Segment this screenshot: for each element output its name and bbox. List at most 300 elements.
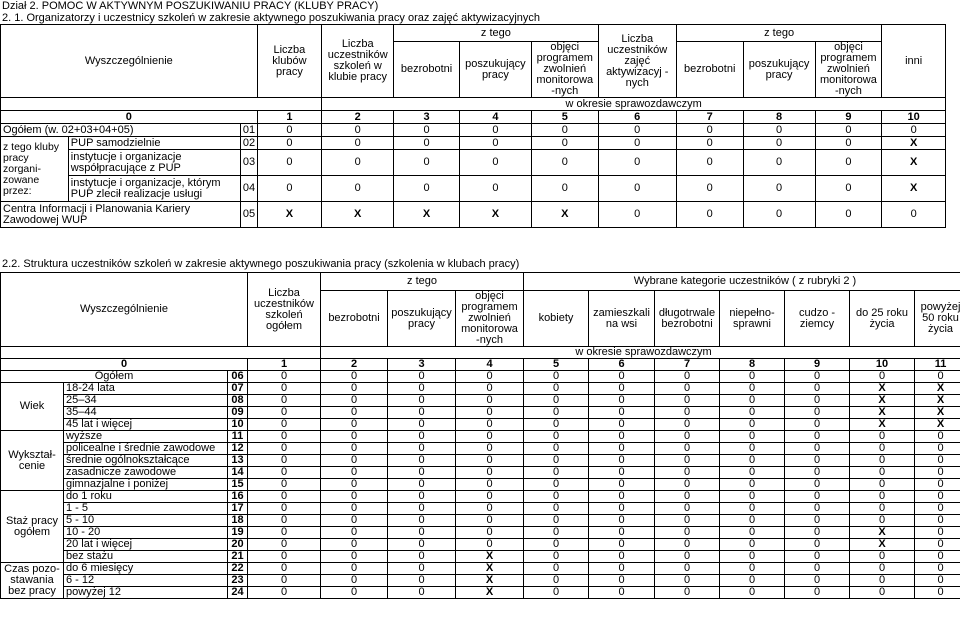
cell-value: 0 [388, 551, 456, 563]
cell-value: 0 [850, 491, 915, 503]
cell-value: 0 [785, 479, 850, 491]
cell-value: 0 [456, 515, 524, 527]
cell-value: 0 [655, 551, 720, 563]
row-code: 19 [228, 527, 248, 539]
row-label: 35–44 [64, 407, 228, 419]
cell-value: 0 [388, 371, 456, 383]
cell-value: 0 [248, 479, 321, 491]
row-code: 08 [228, 395, 248, 407]
cell-value: 0 [589, 467, 655, 479]
row-code: 09 [228, 407, 248, 419]
header-okres-2: w okresie sprawozdawczym [321, 347, 960, 359]
cell-value: 0 [321, 551, 388, 563]
cell-value: 0 [785, 551, 850, 563]
cell-value: 0 [456, 383, 524, 395]
row-label: 6 - 12 [64, 575, 228, 587]
cell-value: 0 [655, 371, 720, 383]
cell-value: 0 [720, 455, 785, 467]
cell-value: 0 [524, 455, 589, 467]
cell-value: 0 [524, 431, 589, 443]
group-label: Staż pracy ogółem [1, 491, 64, 563]
cell-value: X [915, 407, 960, 419]
cell-value: 0 [456, 407, 524, 419]
cell-value: 0 [388, 443, 456, 455]
row-code: 10 [228, 419, 248, 431]
cell-value: 0 [321, 371, 388, 383]
row-code: 13 [228, 455, 248, 467]
cell-value: 0 [248, 503, 321, 515]
cell-value: 0 [589, 443, 655, 455]
cell-value: 0 [456, 455, 524, 467]
cell-value: 0 [785, 431, 850, 443]
cell-value: 0 [655, 383, 720, 395]
header-liczba-zajec: Liczba uczestników zajęć aktywizacyj -nych [598, 25, 676, 98]
cell-value: 0 [248, 419, 321, 431]
cell-value: 0 [785, 455, 850, 467]
header-poszukujacy-3: poszukujący pracy [388, 291, 456, 347]
cell-value: 0 [589, 419, 655, 431]
row-code: 24 [228, 587, 248, 599]
cell-value: 0 [589, 515, 655, 527]
header-z-tego: z tego [394, 25, 598, 42]
cell-value: 0 [321, 563, 388, 575]
cell-value: 0 [915, 587, 960, 599]
cell-value: 0 [248, 371, 321, 383]
cell-value: 0 [524, 443, 589, 455]
header-niepelnosprawni: niepełno- sprawni [720, 291, 785, 347]
cell-value: 0 [456, 503, 524, 515]
cell-value: 0 [655, 395, 720, 407]
cell-value: 0 [655, 563, 720, 575]
cell-value: 0 [720, 551, 785, 563]
table-row [1, 527, 960, 539]
cell-value: 0 [850, 455, 915, 467]
cell-value: 0 [248, 527, 321, 539]
row-label: 1 - 5 [64, 503, 228, 515]
cell-value: X [850, 383, 915, 395]
cell-value: 0 [321, 479, 388, 491]
row-code: 18 [228, 515, 248, 527]
organizers-table [0, 24, 946, 228]
header-liczba-ogolem: Liczba uczestników szkoleń ogółem [248, 273, 321, 347]
cell-value: 0 [655, 479, 720, 491]
table-row: Ogółem (w. 02+03+04+05) 01 0 0 0 0 0 0 0 0 0 0 [1, 124, 946, 137]
cell-value: 0 [850, 587, 915, 599]
cell-value: 0 [248, 515, 321, 527]
table-row [1, 551, 960, 563]
header-zamieszkali-na-wsi: zamieszkali na wsi [589, 291, 655, 347]
cell-value: 0 [785, 563, 850, 575]
cell-value: 0 [915, 527, 960, 539]
row-code: 07 [228, 383, 248, 395]
cell-value: X [915, 419, 960, 431]
cell-value: 0 [248, 443, 321, 455]
cell-value: 0 [524, 491, 589, 503]
cell-value: 0 [589, 407, 655, 419]
cell-value: 0 [524, 371, 589, 383]
row-label: 20 lat i więcej [64, 539, 228, 551]
cell-value: 0 [524, 575, 589, 587]
cell-value: 0 [524, 503, 589, 515]
cell-value: 0 [785, 371, 850, 383]
cell-value: 0 [321, 395, 388, 407]
row-code: 01 [240, 124, 257, 137]
cell-value: 0 [915, 491, 960, 503]
cell-value: 0 [524, 419, 589, 431]
table-row: z tego kluby pracy zorgani- zowane przez: PUP samodzielnie 02 0 0 0 0 0 0 0 0 0 X [1, 137, 946, 150]
cell-value: 0 [720, 371, 785, 383]
cell-value: X [850, 527, 915, 539]
cell-value: 0 [720, 575, 785, 587]
row-label: wyższe [64, 431, 228, 443]
cell-value: X [456, 551, 524, 563]
cell-value: 0 [589, 527, 655, 539]
cell-value: 0 [915, 575, 960, 587]
cell-value: 0 [720, 479, 785, 491]
cell-value: 0 [524, 527, 589, 539]
cell-value: 0 [321, 587, 388, 599]
table-row [1, 575, 960, 587]
cell-value: 0 [850, 575, 915, 587]
cell-value: X [850, 419, 915, 431]
cell-value: 0 [655, 527, 720, 539]
header-powyzej-50: powyżej 50 roku życia [915, 291, 960, 347]
table-row [1, 503, 960, 515]
cell-value: 0 [524, 539, 589, 551]
cell-value: 0 [785, 407, 850, 419]
cell-value: 0 [524, 587, 589, 599]
cell-value: 0 [321, 419, 388, 431]
subsection-title: 2. 1. Organizatorzy i uczestnicy szkoleń w zakresie aktywnego poszukiwania pracy oraz zajęć aktywizacyjnych [2, 12, 541, 24]
row-label: 5 - 10 [64, 515, 228, 527]
cell-value: 0 [589, 383, 655, 395]
row-code: 16 [228, 491, 248, 503]
cell-value: 0 [915, 431, 960, 443]
cell-value: 0 [915, 479, 960, 491]
cell-value: 0 [655, 407, 720, 419]
cell-value: 0 [321, 503, 388, 515]
cell-value: 0 [720, 419, 785, 431]
cell-value: 0 [456, 443, 524, 455]
cell-value: 0 [321, 467, 388, 479]
cell-value: 0 [388, 575, 456, 587]
cell-value: 0 [785, 515, 850, 527]
row-label: Ogółem [1, 371, 228, 383]
cell-value: 0 [321, 491, 388, 503]
cell-value: 0 [388, 539, 456, 551]
row-label: PUP samodzielnie [68, 137, 240, 150]
cell-value: 0 [248, 563, 321, 575]
cell-value: 0 [589, 575, 655, 587]
cell-value: 0 [850, 443, 915, 455]
cell-value: X [850, 539, 915, 551]
table-row [1, 539, 960, 551]
cell-value: 0 [248, 587, 321, 599]
table-row [1, 395, 960, 407]
cell-value: 0 [915, 455, 960, 467]
cell-value: 0 [915, 503, 960, 515]
group-label: Wiek [1, 383, 64, 431]
cell-value: 0 [915, 371, 960, 383]
row-label: 25–34 [64, 395, 228, 407]
column-numbers-row-2: 0 1 2 3 4 5 6 7 8 9 10 11 [1, 359, 960, 371]
cell-value: 0 [321, 383, 388, 395]
cell-value: 0 [850, 479, 915, 491]
cell-value: 0 [850, 431, 915, 443]
cell-value: 0 [321, 443, 388, 455]
row-code: 05 [240, 202, 257, 228]
cell-value: X [850, 395, 915, 407]
cell-value: 0 [589, 491, 655, 503]
cell-value: 0 [655, 515, 720, 527]
table-row: instytucje i organizacje, którym PUP zlecił realizacje usługi 04 0 0 0 0 0 0 0 0 0 X [1, 176, 946, 202]
cell-value: 0 [589, 587, 655, 599]
cell-value: 0 [248, 407, 321, 419]
row-code: 17 [228, 503, 248, 515]
cell-value: 0 [589, 539, 655, 551]
cell-value: 0 [321, 539, 388, 551]
cell-value: 0 [456, 431, 524, 443]
cell-value: 0 [456, 395, 524, 407]
cell-value: 0 [388, 503, 456, 515]
cell-value: 0 [248, 395, 321, 407]
cell-value: 0 [589, 395, 655, 407]
cell-value: 0 [456, 539, 524, 551]
table-row [1, 455, 960, 467]
row-code: 23 [228, 575, 248, 587]
table-row [1, 467, 960, 479]
header-wyszczegolnienie-2: Wyszczególnienie [1, 273, 248, 347]
table-row [1, 407, 960, 419]
cell-value: 0 [589, 563, 655, 575]
cell-value: 0 [321, 407, 388, 419]
cell-value: 0 [248, 455, 321, 467]
row-code: 14 [228, 467, 248, 479]
structure-table [0, 272, 960, 599]
header-dlugotrwale: długotrwale bezrobotni [655, 291, 720, 347]
cell-value: 0 [388, 479, 456, 491]
cell-value: 0 [655, 455, 720, 467]
cell-value: 0 [388, 491, 456, 503]
cell-value: 0 [248, 539, 321, 551]
header-poszukujacy-2: poszukujący pracy [743, 42, 815, 98]
cell-value: 0 [388, 383, 456, 395]
cell-value: X [915, 395, 960, 407]
cell-value: 0 [248, 551, 321, 563]
header-liczba-uczestnikow: Liczba uczestników szkoleń w klubie pracy [322, 25, 394, 98]
table-row [1, 491, 960, 503]
cell-value: 0 [388, 527, 456, 539]
cell-value: 0 [785, 491, 850, 503]
cell-value: 0 [321, 575, 388, 587]
cell-value: 0 [785, 383, 850, 395]
row-code: 04 [240, 176, 257, 202]
cell-value: 0 [720, 431, 785, 443]
cell-value: 0 [388, 563, 456, 575]
cell-value: 0 [785, 395, 850, 407]
cell-value: 0 [655, 467, 720, 479]
group-label-kluby: z tego kluby pracy zorgani- zowane przez: [1, 137, 69, 202]
header-z-tego-3: z tego [321, 273, 524, 291]
row-label: Centra Informacji i Planowania Kariery Zawodowej WUP [1, 202, 241, 228]
row-label: powyżej 12 [64, 587, 228, 599]
header-cudzoziemcy: cudzo -ziemcy [785, 291, 850, 347]
header-bezrobotni-2: bezrobotni [676, 42, 743, 98]
header-wybrane-kategorie: Wybrane kategorie uczestników ( z rubryki 2 ) [524, 273, 960, 291]
cell-value: 0 [785, 575, 850, 587]
cell-value: 0 [915, 515, 960, 527]
cell-value: 0 [785, 527, 850, 539]
cell-value: 0 [524, 395, 589, 407]
row-label: bez stażu [64, 551, 228, 563]
cell-value: 0 [655, 419, 720, 431]
cell-value: 0 [720, 527, 785, 539]
cell-value: 0 [785, 467, 850, 479]
row-label: do 1 roku [64, 491, 228, 503]
table-row [1, 515, 960, 527]
row-code: 03 [240, 150, 257, 176]
cell-value: 0 [915, 539, 960, 551]
cell-value: 0 [248, 575, 321, 587]
cell-value: 0 [785, 587, 850, 599]
cell-value: 0 [248, 431, 321, 443]
row-label: gimnazjalne i poniżej [64, 479, 228, 491]
cell-value: 0 [720, 443, 785, 455]
header-poszukujacy: poszukujący pracy [459, 42, 531, 98]
cell-value: 0 [388, 419, 456, 431]
cell-value: 0 [248, 467, 321, 479]
cell-value: 0 [456, 371, 524, 383]
cell-value: 0 [524, 407, 589, 419]
cell-value: 0 [720, 395, 785, 407]
cell-value: 0 [524, 551, 589, 563]
cell-value: 0 [915, 467, 960, 479]
cell-value: 0 [321, 527, 388, 539]
row-label: zasadnicze zawodowe [64, 467, 228, 479]
cell-value: X [850, 407, 915, 419]
cell-value: 0 [589, 431, 655, 443]
row-code: 15 [228, 479, 248, 491]
row-code: 22 [228, 563, 248, 575]
cell-value: 0 [524, 383, 589, 395]
cell-value: 0 [785, 539, 850, 551]
cell-value: 0 [915, 443, 960, 455]
table-row [1, 383, 960, 395]
table-row [1, 479, 960, 491]
cell-value: 0 [388, 395, 456, 407]
cell-value: 0 [524, 467, 589, 479]
cell-value: 0 [850, 371, 915, 383]
cell-value: X [456, 587, 524, 599]
row-code: 21 [228, 551, 248, 563]
cell-value: 0 [720, 515, 785, 527]
cell-value: 0 [524, 563, 589, 575]
cell-value: 0 [248, 491, 321, 503]
header-wyszczegolnienie: Wyszczególnienie [1, 25, 258, 98]
row-code: 06 [228, 371, 248, 383]
cell-value: 0 [589, 551, 655, 563]
row-label: do 6 miesięcy [64, 563, 228, 575]
row-label: instytucje i organizacje współpracujące z PUP [68, 150, 240, 176]
cell-value: 0 [456, 491, 524, 503]
cell-value: 0 [456, 419, 524, 431]
row-label: 45 lat i więcej [64, 419, 228, 431]
cell-value: 0 [655, 575, 720, 587]
cell-value: 0 [785, 503, 850, 515]
cell-value: 0 [589, 503, 655, 515]
row-code: 20 [228, 539, 248, 551]
row-label: 10 - 20 [64, 527, 228, 539]
row-label: instytucje i organizacje, którym PUP zlecił realizacje usługi [68, 176, 240, 202]
table-row [1, 419, 960, 431]
cell-value: 0 [388, 587, 456, 599]
cell-value: 0 [388, 455, 456, 467]
cell-value: 0 [785, 419, 850, 431]
table-row [1, 431, 960, 443]
row-code: 02 [240, 137, 257, 150]
cell-value: 0 [524, 479, 589, 491]
cell-value: 0 [655, 491, 720, 503]
row-label: 18-24 lata [64, 383, 228, 395]
header-liczba-klubow: Liczba klubów pracy [257, 25, 322, 98]
cell-value: 0 [720, 539, 785, 551]
group-label: Czas pozo- stawania bez pracy [1, 563, 64, 599]
cell-value: 0 [720, 491, 785, 503]
cell-value: 0 [524, 515, 589, 527]
cell-value: 0 [850, 515, 915, 527]
header-bezrobotni-3: bezrobotni [321, 291, 388, 347]
header-okres: w okresie sprawozdawczym [322, 98, 946, 111]
row-label: średnie ogólnokształcące [64, 455, 228, 467]
cell-value: 0 [720, 407, 785, 419]
cell-value: X [456, 575, 524, 587]
header-do-25: do 25 roku życia [850, 291, 915, 347]
header-inni: inni [882, 25, 946, 98]
header-objeci-2: objęci programem zwolnień monitorowa -nych [815, 42, 882, 98]
cell-value: 0 [850, 467, 915, 479]
table-row [1, 563, 960, 575]
table-row [1, 443, 960, 455]
cell-value: 0 [321, 515, 388, 527]
cell-value: 0 [456, 479, 524, 491]
header-z-tego-2: z tego [676, 25, 881, 42]
cell-value: 0 [456, 467, 524, 479]
cell-value: 0 [655, 587, 720, 599]
row-label: Ogółem (w. 02+03+04+05) [1, 124, 241, 137]
header-kobiety: kobiety [524, 291, 589, 347]
cell-value: 0 [655, 503, 720, 515]
column-numbers-row: 0 1 2 3 4 5 6 7 8 9 10 [1, 111, 946, 124]
cell-value: 0 [720, 467, 785, 479]
cell-value: 0 [720, 587, 785, 599]
section-title: Dział 2. POMOC W AKTYWNYM POSZUKIWANIU PRACY (KLUBY PRACY) [2, 0, 379, 12]
cell-value: 0 [720, 563, 785, 575]
cell-value: 0 [850, 551, 915, 563]
table-row [1, 587, 960, 599]
subsection-title-2: 2.2. Struktura uczestników szkoleń w zakresie aktywnego poszukiwania pracy (szkolenia w klubach pracy) [2, 258, 520, 270]
cell-value: 0 [388, 467, 456, 479]
cell-value: 0 [321, 431, 388, 443]
cell-value: 0 [388, 515, 456, 527]
header-objeci-3: objęci programem zwolnień monitorowa -nych [456, 291, 524, 347]
cell-value: 0 [655, 443, 720, 455]
cell-value: 0 [655, 539, 720, 551]
cell-value: 0 [655, 431, 720, 443]
cell-value: 0 [456, 527, 524, 539]
cell-value: 0 [915, 563, 960, 575]
group-label: Wykształ- cenie [1, 431, 64, 491]
cell-value: 0 [248, 383, 321, 395]
